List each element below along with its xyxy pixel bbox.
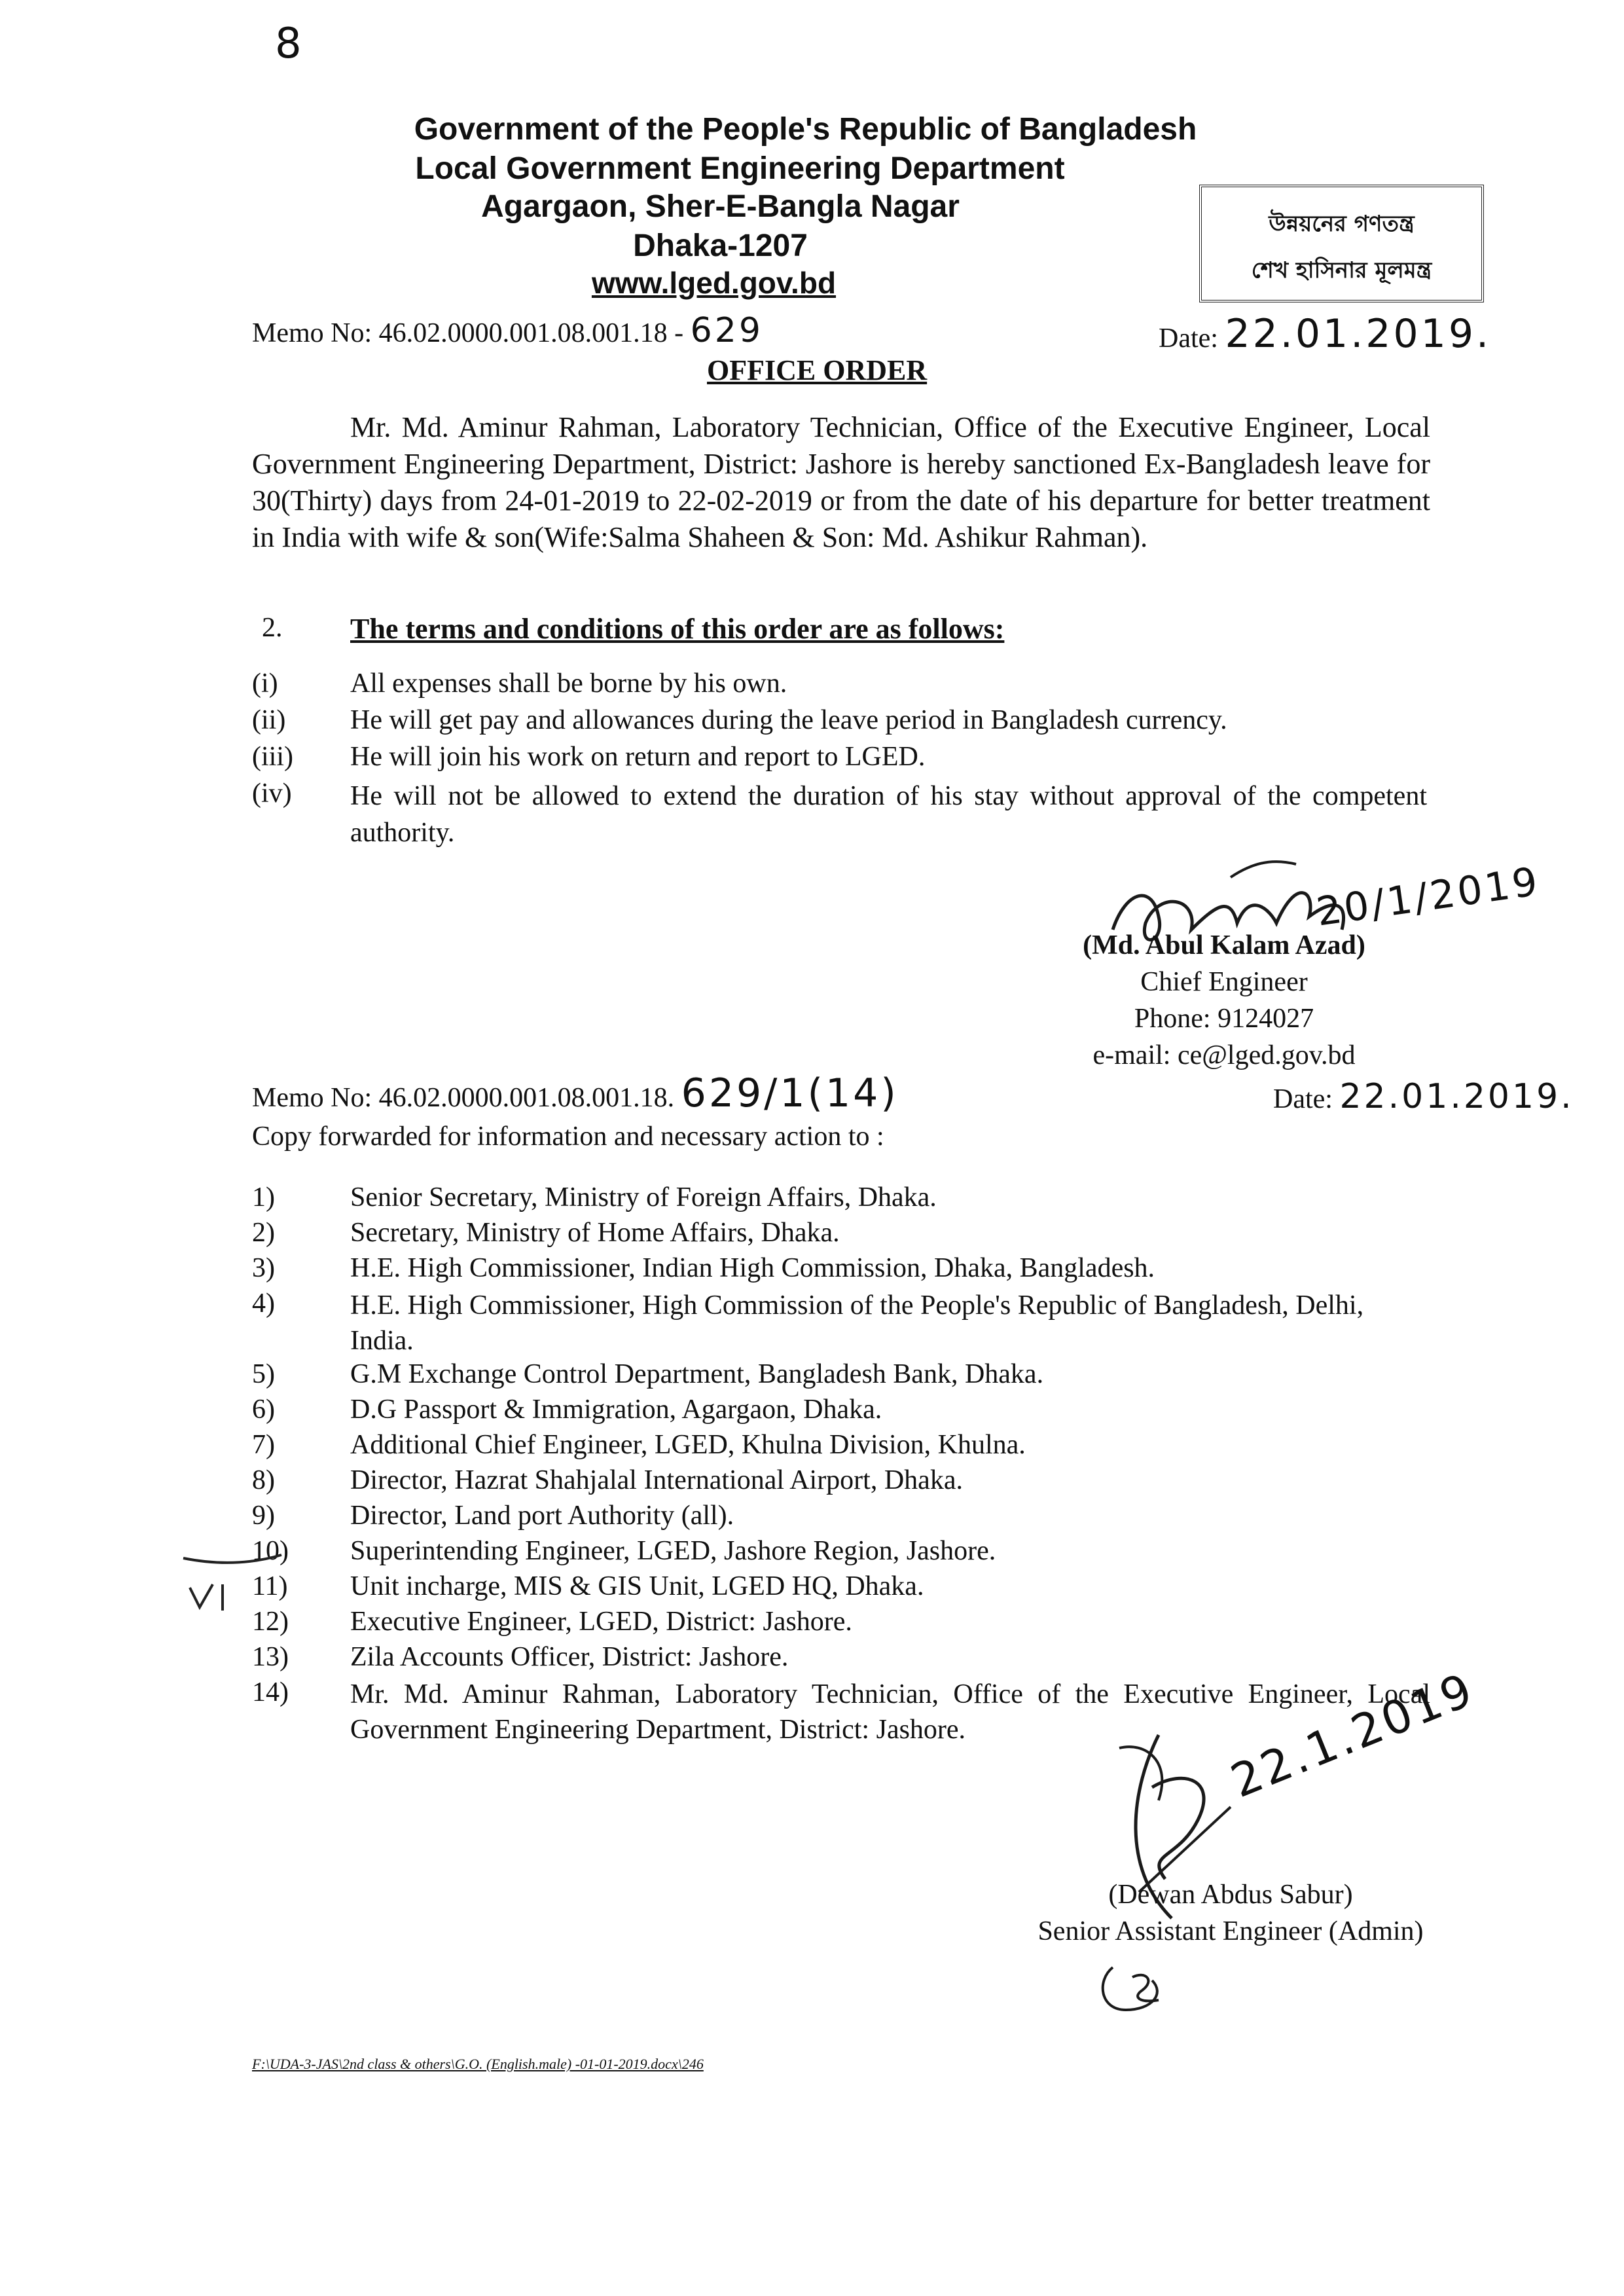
- term-text: He will join his work on return and report to LGED.: [350, 742, 926, 772]
- memo-date-handwritten: 22.01.2019.: [1225, 311, 1492, 357]
- office-order-title: OFFICE ORDER: [707, 354, 928, 386]
- recipient-text: Unit incharge, MIS & GIS Unit, LGED HQ, Dhaka.: [350, 1571, 924, 1601]
- section-2-number: 2.: [262, 613, 283, 643]
- memo-2-number-line: [252, 1070, 899, 1116]
- memo-date: [1159, 311, 1491, 357]
- term-item: [252, 668, 1430, 704]
- signatory-1-title: Chief Engineer: [1140, 967, 1308, 997]
- signatory-1-name: (Md. Abul Kalam Azad): [1083, 930, 1365, 960]
- recipient-number: 14): [252, 1677, 289, 1707]
- list-item: [252, 1252, 1430, 1288]
- header-line-department: Local Government Engineering Department: [415, 151, 1065, 186]
- term-text: He will get pay and allowances during the leave period in Bangladesh currency.: [350, 705, 1227, 735]
- recipient-text: H.E. High Commissioner, Indian High Commission, Dhaka, Bangladesh.: [350, 1253, 1155, 1283]
- term-item: [252, 704, 1430, 741]
- memo-2-date-label: Date:: [1273, 1084, 1333, 1114]
- recipient-number: 7): [252, 1430, 275, 1460]
- footer-file-path: F:\UDA-3-JAS\2nd class & others\G.O. (English.male) -01-01-2019.docx\246: [252, 2056, 704, 2072]
- list-item: [252, 1394, 1430, 1429]
- term-number: (ii): [252, 705, 286, 735]
- memo-date-label: Date:: [1159, 323, 1218, 354]
- recipient-text: Secretary, Ministry of Home Affairs, Dhaka.: [350, 1218, 840, 1248]
- recipient-number: 4): [252, 1288, 275, 1319]
- term-item: [252, 741, 1430, 778]
- recipient-text: Director, Hazrat Shahjalal International Airport, Dhaka.: [350, 1465, 963, 1495]
- signatory-2-title: Senior Assistant Engineer (Admin): [1038, 1916, 1424, 1946]
- recipient-text: Executive Engineer, LGED, District: Jashore.: [350, 1607, 852, 1637]
- list-item: [252, 1358, 1430, 1394]
- signatory-2-name: (Dewan Abdus Sabur): [1108, 1880, 1353, 1910]
- memo-2-date-handwritten: 22.01.2019.: [1339, 1077, 1574, 1116]
- copy-forwarded-intro: Copy forwarded for information and necessary action to :: [252, 1121, 884, 1152]
- list-item: [252, 1571, 1430, 1606]
- recipient-number: 9): [252, 1501, 275, 1531]
- term-number: (iv): [252, 778, 292, 809]
- terms-list: [252, 668, 1430, 851]
- recipient-number: 11): [252, 1571, 288, 1601]
- slogan-line-1: উন্নয়নের গণতন্ত্র: [1269, 211, 1415, 237]
- office-order-body: Mr. Md. Aminur Rahman, Laboratory Technician, Office of the Executive Engineer, Local Government Engineering Department, District: Jashore is hereby sanctioned Ex-Bangladesh leave for 30(Thirty) days from 24-01-2019 to 22-02-2019 or from the date of his departure for better treatment in India with wife & son(Wife:Salma Shaheen & Son: Md. Ashikur Rahman).: [252, 411, 1430, 553]
- header-line-government: Government of the People's Republic of Bangladesh: [414, 112, 1197, 147]
- memo-2-number-handwritten: 629/1(14): [681, 1070, 899, 1116]
- list-item: [252, 1465, 1430, 1500]
- recipient-text: G.M Exchange Control Department, Bangladesh Bank, Dhaka.: [350, 1359, 1044, 1389]
- recipient-number: 1): [252, 1182, 275, 1212]
- page-number-mark: 8: [275, 20, 304, 68]
- recipient-number: 3): [252, 1253, 275, 1283]
- list-item: [252, 1288, 1430, 1358]
- header-line-city: Dhaka-1207: [633, 228, 808, 263]
- recipient-text: Additional Chief Engineer, LGED, Khulna Division, Khulna.: [350, 1430, 1026, 1460]
- list-item: [252, 1182, 1430, 1217]
- recipient-number: 12): [252, 1607, 289, 1637]
- recipient-text: Mr. Md. Aminur Rahman, Laboratory Technician, Office of the Executive Engineer, Local Government Engineering Department, District: Jashore.: [350, 1679, 1430, 1745]
- section-2-title: The terms and conditions of this order are as follows:: [350, 613, 1005, 645]
- recipient-text: D.G Passport & Immigration, Agargaon, Dhaka.: [350, 1394, 882, 1425]
- list-item: [252, 1606, 1430, 1641]
- memo-2-date: [1273, 1077, 1574, 1116]
- recipient-list: [252, 1182, 1430, 1747]
- recipient-number: 2): [252, 1218, 275, 1248]
- recipient-number: 8): [252, 1465, 275, 1495]
- recipient-number: 5): [252, 1359, 275, 1389]
- recipient-number: 10): [252, 1536, 289, 1566]
- memo-number-line: [252, 311, 763, 350]
- header-website-link[interactable]: www.lged.gov.bd: [591, 266, 837, 300]
- recipient-text: Director, Land port Authority (all).: [350, 1501, 734, 1531]
- memo-number-label: Memo No: 46.02.0000.001.08.001.18 -: [252, 318, 684, 348]
- memo-number-handwritten: 629: [690, 311, 763, 350]
- term-text: He will not be allowed to extend the duration of his stay without approval of the competent authority.: [350, 781, 1427, 848]
- header-line-address: Agargaon, Sher-E-Bangla Nagar: [481, 189, 960, 224]
- pen-tick-marks: [177, 1545, 308, 1624]
- list-item: [252, 1641, 1430, 1677]
- recipient-text: Senior Secretary, Ministry of Foreign Affairs, Dhaka.: [350, 1182, 937, 1212]
- term-text: All expenses shall be borne by his own.: [350, 668, 787, 699]
- slogan-line-2: শেখ হাসিনার মূলমন্ত্র: [1251, 257, 1432, 283]
- signature-date-handwritten: 20/1/2019: [1313, 858, 1543, 936]
- signatory-1-phone: Phone: 9124027: [1134, 1004, 1314, 1034]
- list-item: [252, 1535, 1430, 1571]
- term-number: (iii): [252, 742, 293, 772]
- recipient-number: 13): [252, 1642, 289, 1672]
- recipient-text: Zila Accounts Officer, District: Jashore.: [350, 1642, 789, 1672]
- list-item: [252, 1217, 1430, 1252]
- initial-mark: [1093, 1954, 1185, 2020]
- slogan-box: [1199, 185, 1484, 302]
- term-number: (i): [252, 668, 278, 699]
- recipient-text: Superintending Engineer, LGED, Jashore Region, Jashore.: [350, 1536, 996, 1566]
- memo-2-number-label: Memo No: 46.02.0000.001.08.001.18.: [252, 1083, 675, 1113]
- recipient-text: H.E. High Commissioner, High Commission of the People's Republic of Bangladesh, Delhi, India.: [350, 1290, 1364, 1356]
- recipient-number: 6): [252, 1394, 275, 1425]
- list-item: [252, 1429, 1430, 1465]
- list-item: [252, 1500, 1430, 1535]
- signatory-1-block: [1021, 930, 1427, 1076]
- term-item: [252, 778, 1430, 851]
- signatory-1-email: e-mail: ce@lged.gov.bd: [1092, 1040, 1356, 1070]
- signatory-2-block: [995, 1879, 1466, 1952]
- signature-2-date-handwritten: 22.1.2019: [1223, 1662, 1482, 1808]
